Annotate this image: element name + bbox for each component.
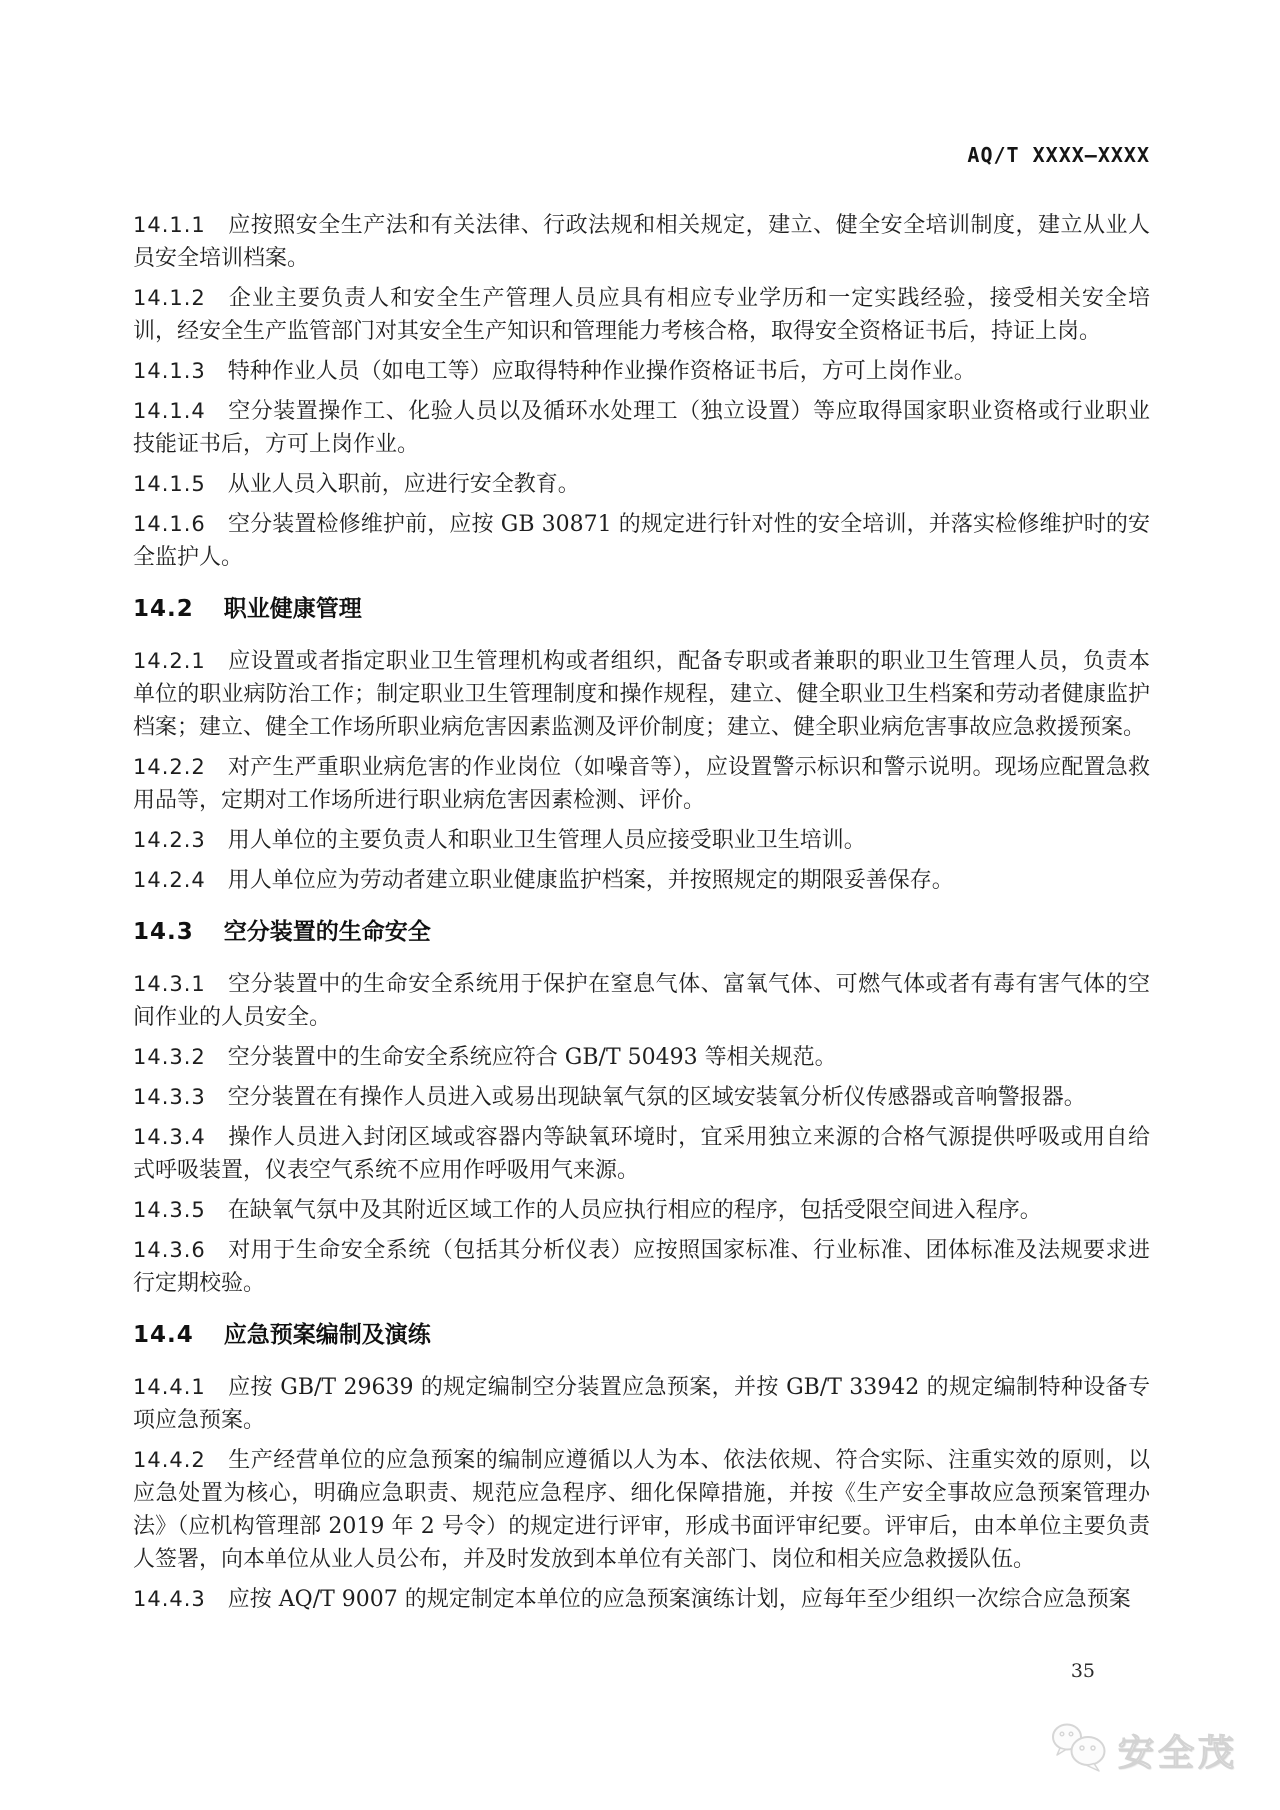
clause-paragraph (133, 645, 1150, 744)
clause-paragraph (133, 864, 1150, 897)
clause-number: 14.1.6 (133, 512, 206, 536)
clause-paragraph (133, 355, 1150, 388)
clause-text: 应按 AQ/T 9007 的规定制定本单位的应急预案演练计划，应每年至少组织一次综合应急预案 (227, 1587, 1131, 1612)
clause-paragraph (133, 1583, 1150, 1616)
clause-paragraph (133, 1121, 1150, 1187)
clause-text: 用人单位应为劳动者建立职业健康监护档案，并按照规定的期限妥善保存。 (227, 868, 954, 893)
clause-number: 14.4.1 (133, 1375, 206, 1399)
clause-number: 14.2.1 (133, 649, 206, 673)
clause-number: 14.3.1 (133, 972, 206, 996)
clause-text: 在缺氧气氛中及其附近区域工作的人员应执行相应的程序，包括受限空间进入程序。 (227, 1198, 1042, 1223)
section-heading (133, 593, 1150, 626)
clause-number: 14.1.3 (133, 359, 206, 383)
clause-number: 14.1.5 (133, 472, 206, 496)
clause-number: 14.2.3 (133, 828, 206, 852)
heading-text: 应急预案编制及演练 (223, 1322, 431, 1348)
brand-name: 安全茂 (1117, 1732, 1238, 1774)
clause-number: 14.3.5 (133, 1198, 206, 1222)
clause-number: 14.3 (133, 919, 194, 945)
wechat-bubbles-icon (1050, 1722, 1110, 1778)
clause-paragraph (133, 1081, 1150, 1114)
brand-watermark (1050, 1722, 1238, 1778)
clause-text: 空分装置操作工、化验人员以及循环水处理工（独立设置）等应取得国家职业资格或行业职业技能证书后，方可上岗作业。 (133, 399, 1150, 457)
clause-paragraph (133, 1444, 1150, 1576)
clause-paragraph (133, 1234, 1150, 1300)
standard-code-header: AQ/T XXXX—XXXX (967, 143, 1150, 167)
clause-text: 应按 GB/T 29639 的规定编制空分装置应急预案，并按 GB/T 33942 的规定编制特种设备专项应急预案。 (133, 1375, 1150, 1433)
clause-text: 对用于生命安全系统（包括其分析仪表）应按照国家标准、行业标准、团体标准及法规要求进行定期校验。 (133, 1238, 1150, 1296)
clause-paragraph (133, 824, 1150, 857)
clause-number: 14.1.4 (133, 399, 206, 423)
page-number: 35 (1070, 1660, 1095, 1682)
clause-text: 操作人员进入封闭区域或容器内等缺氧环境时，宜采用独立来源的合格气源提供呼吸或用自给式呼吸装置，仪表空气系统不应用作呼吸用气来源。 (133, 1125, 1150, 1183)
clause-paragraph (133, 508, 1150, 574)
clause-number: 14.4.3 (133, 1587, 206, 1611)
clause-text: 应设置或者指定职业卫生管理机构或者组织，配备专职或者兼职的职业卫生管理人员，负责本单位的职业病防治工作；制定职业卫生管理制度和操作规程，建立、健全职业卫生档案和劳动者健康监护档案；建立、健全工作场所职业病危害因素监测及评价制度；建立、健全职业病危害事故应急救援预案。 (133, 649, 1150, 740)
clause-paragraph (133, 468, 1150, 501)
document-content (133, 209, 1150, 1623)
clause-text: 用人单位的主要负责人和职业卫生管理人员应接受职业卫生培训。 (227, 828, 866, 853)
clause-text: 从业人员入职前，应进行安全教育。 (227, 472, 580, 497)
clause-text: 空分装置在有操作人员进入或易出现缺氧气氛的区域安装氧分析仪传感器或音响警报器。 (227, 1085, 1086, 1110)
clause-text: 特种作业人员（如电工等）应取得特种作业操作资格证书后，方可上岗作业。 (227, 359, 976, 384)
section-heading (133, 916, 1150, 949)
clause-text: 企业主要负责人和安全生产管理人员应具有相应专业学历和一定实践经验，接受相关安全培训，经安全生产监管部门对其安全生产知识和管理能力考核合格，取得安全资格证书后，持证上岗。 (133, 286, 1150, 344)
heading-text: 职业健康管理 (223, 596, 362, 622)
clause-number: 14.1.2 (133, 286, 206, 310)
clause-number: 14.1.1 (133, 213, 206, 237)
clause-paragraph (133, 968, 1150, 1034)
clause-text: 对产生严重职业病危害的作业岗位（如噪音等），应设置警示标识和警示说明。现场应配置急救用品等，定期对工作场所进行职业病危害因素检测、评价。 (133, 755, 1150, 813)
clause-number: 14.2.4 (133, 868, 206, 892)
heading-text: 空分装置的生命安全 (223, 919, 431, 945)
clause-paragraph (133, 209, 1150, 275)
clause-paragraph (133, 751, 1150, 817)
clause-paragraph (133, 1371, 1150, 1437)
clause-paragraph (133, 1041, 1150, 1074)
clause-text: 应按照安全生产法和有关法律、行政法规和相关规定，建立、健全安全培训制度，建立从业人员安全培训档案。 (133, 213, 1150, 271)
clause-number: 14.4.2 (133, 1448, 206, 1472)
clause-text: 空分装置检修维护前，应按 GB 30871 的规定进行针对性的安全培训，并落实检修维护时的安全监护人。 (133, 512, 1150, 570)
clause-number: 14.2.2 (133, 755, 206, 779)
clause-number: 14.3.3 (133, 1085, 206, 1109)
clause-paragraph (133, 395, 1150, 461)
clause-number: 14.4 (133, 1322, 194, 1348)
clause-number: 14.3.6 (133, 1238, 206, 1262)
clause-number: 14.3.4 (133, 1125, 206, 1149)
clause-text: 空分装置中的生命安全系统应符合 GB/T 50493 等相关规范。 (227, 1045, 837, 1070)
clause-text: 生产经营单位的应急预案的编制应遵循以人为本、依法依规、符合实际、注重实效的原则，以应急处置为核心，明确应急职责、规范应急程序、细化保障措施，并按《生产安全事故应急预案管理办法》（应机构管理部 2019 年 2 号令）的规定进行评审，形成书面评审纪要。评审后，由本单位主要负责人签署，向本单位从业人员公布，并及时发放到本单位有关部门、岗位和相关应急救援队伍。 (133, 1448, 1150, 1572)
clause-paragraph (133, 1194, 1150, 1227)
clause-text: 空分装置中的生命安全系统用于保护在窒息气体、富氧气体、可燃气体或者有毒有害气体的空间作业的人员安全。 (133, 972, 1150, 1030)
clause-number: 14.3.2 (133, 1045, 206, 1069)
section-heading (133, 1319, 1150, 1352)
clause-number: 14.2 (133, 596, 194, 622)
clause-paragraph (133, 282, 1150, 348)
